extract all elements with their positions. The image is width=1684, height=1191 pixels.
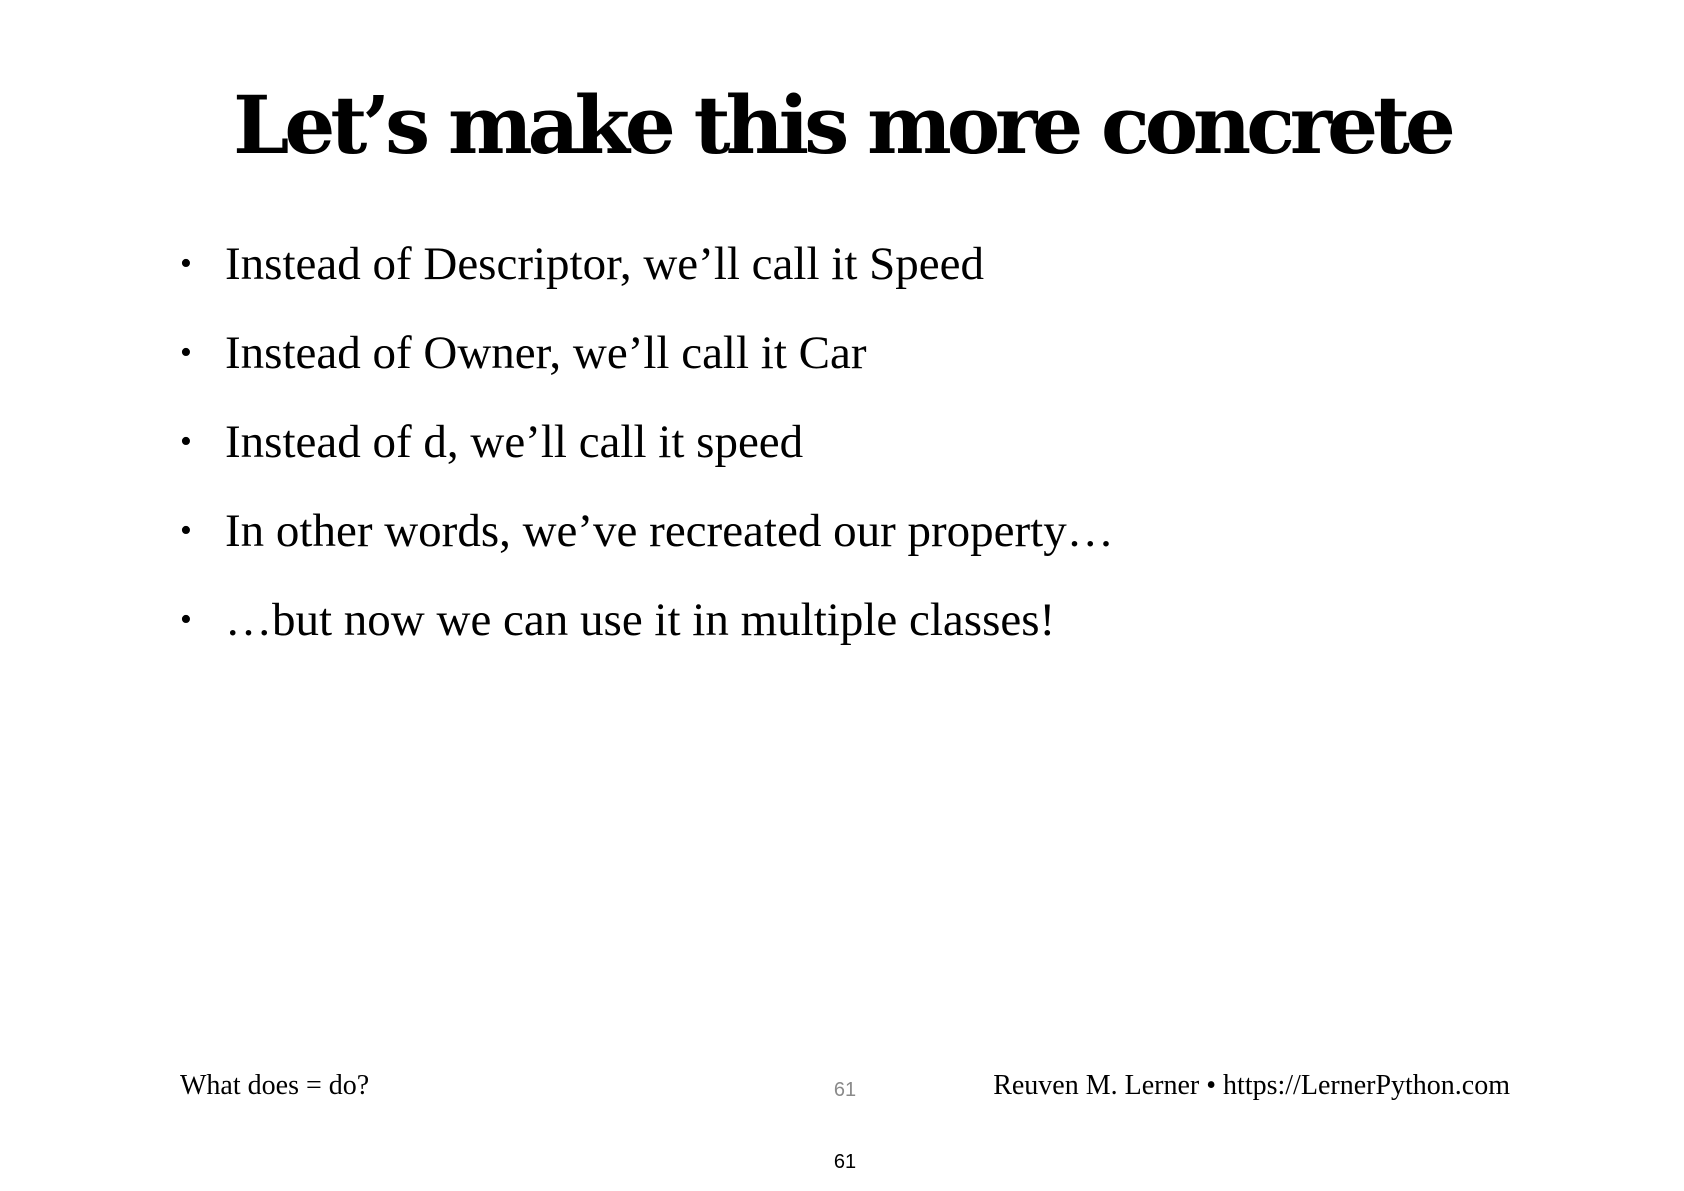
bullet-icon: • <box>180 423 192 460</box>
bullet-item <box>180 414 1530 503</box>
bullet-list <box>180 236 1530 681</box>
footer-slide-number: 61 <box>833 1079 857 1101</box>
bullet-text: In other words, we’ve recreated our property… <box>225 505 1114 557</box>
footer-talk-title: What does = do? <box>180 1070 370 1101</box>
slide-title: Let’s make this more concrete <box>233 78 1451 172</box>
bullet-icon: • <box>180 334 192 371</box>
bullet-icon: • <box>180 245 192 282</box>
bullet-item <box>180 503 1530 592</box>
bullet-item <box>180 592 1530 681</box>
bullet-icon: • <box>180 512 192 549</box>
bullet-item <box>180 236 1530 325</box>
bullet-text: Instead of Owner, we’ll call it Car <box>225 327 867 379</box>
page-number: 61 <box>833 1151 857 1173</box>
bullet-text: …but now we can use it in multiple classes! <box>225 594 1056 646</box>
bullet-item <box>180 325 1530 414</box>
footer-author: Reuven M. Lerner • https://LernerPython.com <box>993 1070 1510 1101</box>
bullet-icon: • <box>180 601 192 638</box>
bullet-text: Instead of d, we’ll call it speed <box>225 416 804 468</box>
bullet-text: Instead of Descriptor, we’ll call it Speed <box>225 238 984 290</box>
